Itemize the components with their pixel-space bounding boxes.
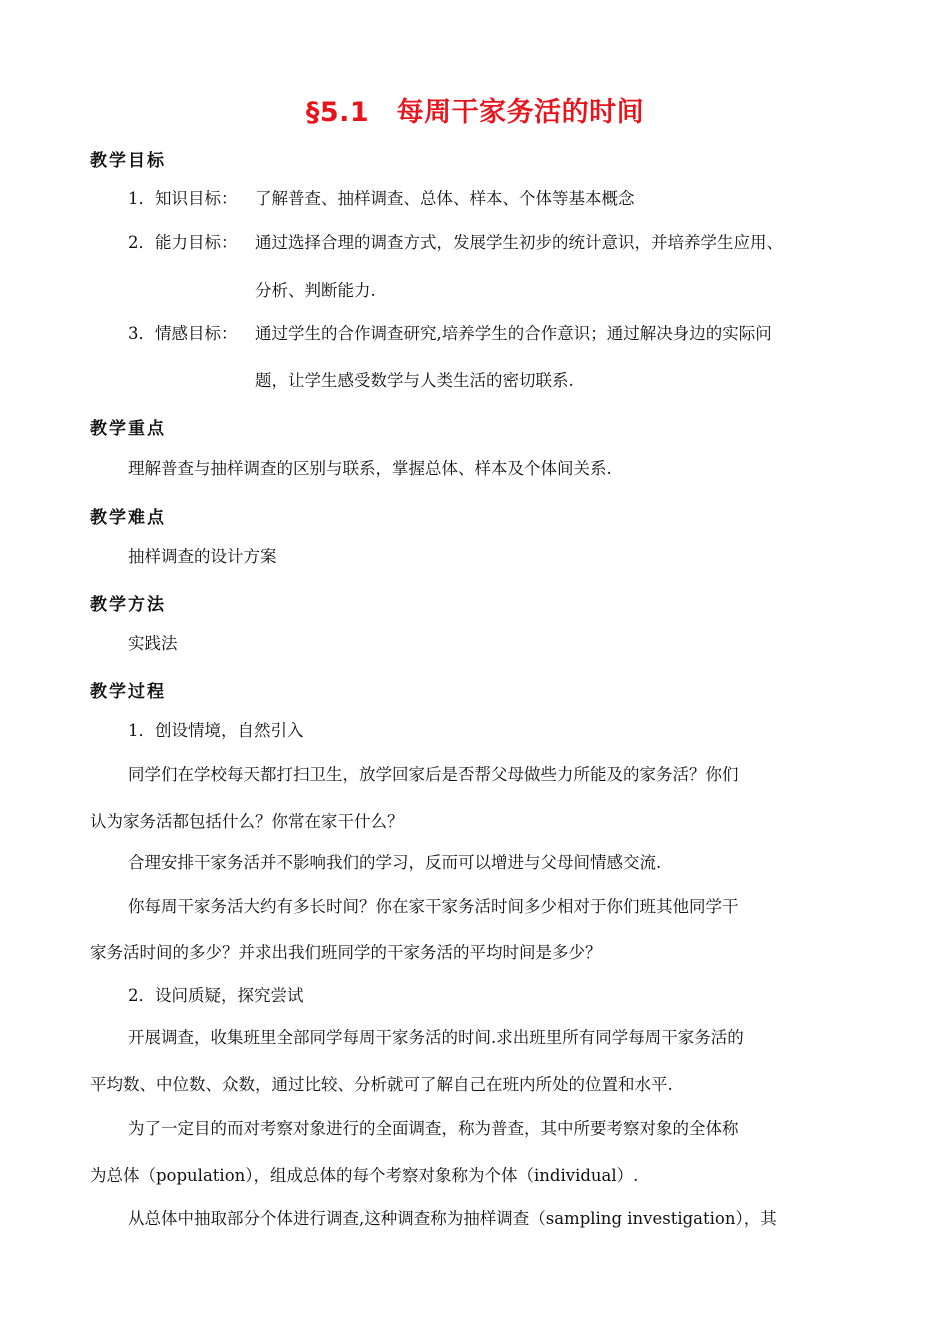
objective-item-2-text-line1: 通过选择合理的调查方式，发展学生初步的统计意识，并培养学生应用、 bbox=[255, 233, 783, 252]
heading-key-points: 教学重点 bbox=[90, 419, 166, 439]
objective-item-2-label: 2．能力目标： bbox=[128, 233, 238, 252]
process-para-3-line2: 家务活时间的多少？并求出我们班同学的干家务活的平均时间是多少？ bbox=[90, 943, 602, 962]
process-para-1-line2: 认为家务活都包括什么？你常在家干什么？ bbox=[90, 812, 404, 831]
difficulties-text: 抽样调查的设计方案 bbox=[128, 547, 277, 566]
document-title: §5.1 每周干家务活的时间 bbox=[305, 97, 645, 128]
process-para-2: 合理安排干家务活并不影响我们的学习，反而可以增进与父母间情感交流. bbox=[128, 853, 662, 872]
heading-objectives: 教学目标 bbox=[90, 151, 166, 171]
objective-item-3-label: 3．情感目标： bbox=[128, 324, 238, 343]
objective-item-1-text: 了解普查、抽样调查、总体、样本、个体等基本概念 bbox=[255, 189, 635, 208]
process-para-3-line1: 你每周干家务活大约有多长时间？你在家干家务活时间多少相对于你们班其他同学干 bbox=[128, 897, 739, 916]
heading-methods: 教学方法 bbox=[90, 595, 166, 615]
process-para-6-line1: 从总体中抽取部分个体进行调查,这种调查称为抽样调查（sampling investigation），其 bbox=[128, 1209, 777, 1228]
heading-difficulties: 教学难点 bbox=[90, 508, 166, 528]
objective-item-2-text-line2: 分析、判断能力. bbox=[255, 281, 376, 300]
process-para-5-line2: 为总体（population），组成总体的每个考察对象称为个体（individual）. bbox=[90, 1166, 639, 1185]
process-para-4-line1: 开展调查，收集班里全部同学每周干家务活的时间.求出班里所有同学每周干家务活的 bbox=[128, 1028, 744, 1047]
process-step-2: 2．设问质疑，探究尝试 bbox=[128, 986, 304, 1005]
objective-item-1-label: 1．知识目标： bbox=[128, 189, 238, 208]
process-para-1-line1: 同学们在学校每天都打扫卫生，放学回家后是否帮父母做些力所能及的家务活？你们 bbox=[128, 765, 739, 784]
objective-item-3-text-line2: 题，让学生感受数学与人类生活的密切联系. bbox=[255, 371, 574, 390]
key-points-text: 理解普查与抽样调查的区别与联系，掌握总体、样本及个体间关系. bbox=[128, 459, 612, 478]
objective-item-3-text-line1: 通过学生的合作调查研究,培养学生的合作意识；通过解决身边的实际问 bbox=[255, 324, 772, 343]
process-para-4-line2: 平均数、中位数、众数，通过比较、分析就可了解自己在班内所处的位置和水平. bbox=[90, 1075, 673, 1094]
process-step-1: 1．创设情境，自然引入 bbox=[128, 721, 304, 740]
process-para-5-line1: 为了一定目的而对考察对象进行的全面调查，称为普查，其中所要考察对象的全体称 bbox=[128, 1119, 739, 1138]
heading-process: 教学过程 bbox=[90, 682, 166, 702]
methods-text: 实践法 bbox=[128, 634, 178, 653]
